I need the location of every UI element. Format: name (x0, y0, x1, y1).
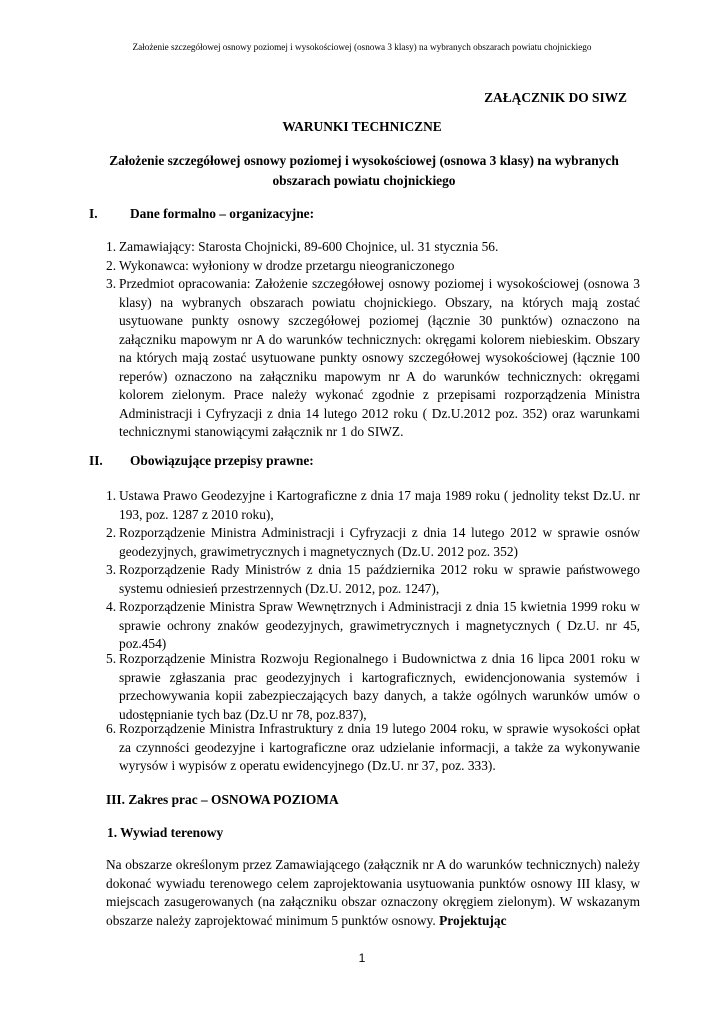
item-number: 1. (106, 239, 117, 254)
section-2-item (106, 720, 640, 776)
item-number: 6. (106, 721, 117, 736)
item-number: 1. (106, 488, 117, 503)
annex-label: ZAŁĄCZNIK DO SIWZ (484, 90, 627, 105)
section-2-title: Obowiązujące przepisy prawne: (130, 453, 314, 468)
item-number: 4. (106, 599, 117, 614)
document-subtitle: Założenie szczegółowej osnowy poziomej i wysokościowej (osnowa 3 klasy) na wybranych obszarach powiatu chojnickiego (109, 153, 619, 188)
section-2-item (106, 561, 640, 598)
item-number: 3. (106, 276, 117, 291)
item-number: 2. (106, 258, 117, 273)
section-1-item (106, 275, 640, 442)
item-text: Rozporządzenie Ministra Infrastruktury z dnia 19 lutego 2004 roku, w sprawie wysokości opłat za czynności geodezyjne i kartograficzne oraz udzielanie informacji, a także za wykonywanie wyrysów i wypisów z operatu ewidencyjnego (Dz.U. nr 37, poz. 333). (119, 721, 640, 773)
item-text: Rozporządzenie Ministra Spraw Wewnętrznych i Administracji z dnia 15 kwietnia 1999 roku w sprawie ochrony znaków geodezyjnych, grawimetrycznych i magnetycznych ( Dz.U. nr 45, poz.454) (119, 599, 640, 651)
subsection-heading: 1. Wywiad terenowy (107, 825, 224, 840)
document-title: WARUNKI TECHNICZNE (282, 119, 442, 134)
section-1-item (106, 257, 640, 276)
page-number: 1 (358, 951, 366, 965)
section-3-heading: III. Zakres prac – OSNOWA POZIOMA (106, 792, 339, 807)
section-2-item (106, 524, 640, 561)
section-1-title: Dane formalno – organizacyjne: (130, 206, 315, 221)
item-number: 3. (106, 562, 117, 577)
item-text: Przedmiot opracowania: Założenie szczegółowej osnowy poziomej i wysokościowej (osnowa 3 klasy) na wybranych obszarach powiatu chojnickiego. Obszary, na których mają zostać usytuowane punkty osnowy szczegółowej poziomej (łącznie 30 punktów) oznaczono na załączniku mapowym nr A do warunków technicznych: okręgami kolorem niebieskim. Obszary na których mają zostać usytuowane punkty osnowy szczegółowej wysokościowej (łącznie 100 reperów) oznaczono na załączniku mapowym nr A do warunków technicznych: okręgami kolorem zielonym. Prace należy wykonać zgodnie z przepisami rozporządzenia Ministra Administracji i Cyfryzacji z dnia 14 lutego 2012 roku ( Dz.U.2012 poz. 352) oraz warunkami technicznymi stanowiącymi załącznik nr 1 do SIWZ. (119, 276, 640, 439)
item-number: 5. (106, 651, 117, 666)
item-text: Rozporządzenie Ministra Rozwoju Regionalnego i Budownictwa z dnia 16 lipca 2001 roku w sprawie zgłaszania prac geodezyjnych i kartograficznych, ewidencjonowania systemów i przechowywania kopii zabezpieczających bazy danych, a także ogólnych warunków umów o udostępnianie tych baz (Dz.U nr 78, poz.837), (119, 651, 640, 722)
section-1-item (106, 238, 640, 257)
item-text: Ustawa Prawo Geodezyjne i Kartograficzne z dnia 17 maja 1989 roku ( jednolity tekst Dz.U. nr 193, poz. 1287 z 2010 roku), (119, 488, 640, 522)
section-1-number: I. (89, 206, 98, 221)
paragraph-bold-end: Projektując (439, 912, 507, 928)
item-text: Rozporządzenie Ministra Administracji i Cyfryzacji z dnia 14 lutego 2012 w sprawie osnów geodezyjnych, grawimetrycznych i magnetycznych (Dz.U. 2012 poz. 352) (119, 525, 640, 559)
section-2-number: II. (89, 453, 103, 468)
section-2-item (106, 487, 640, 524)
body-paragraph (106, 856, 640, 930)
item-text: Rozporządzenie Rady Ministrów z dnia 15 października 2012 roku w sprawie państwowego systemu odniesień przestrzennych (Dz.U. 2012, poz. 1247), (119, 562, 640, 596)
section-2-item (106, 650, 640, 724)
section-2-item (106, 598, 640, 654)
running-header: Założenie szczegółowej osnowy poziomej i wysokościowej (osnowa 3 klasy) na wybranych obszarach powiatu chojnickiego (132, 42, 592, 52)
paragraph-text: Na obszarze określonym przez Zamawiającego (załącznik nr A do warunków technicznych) należy dokonać wywiadu terenowego celem zaprojektowania usytuowania punktów osnowy III klasy, w miejscach zasugerowanych (na załączniku obszar oznaczony okręgiem zielonym). W wskazanym obszarze należy zaprojektować minimum 5 punktów osnowy. (106, 857, 640, 928)
item-text: Zamawiający: Starosta Chojnicki, 89-600 Chojnice, ul. 31 stycznia 56. (119, 239, 499, 254)
item-text: Wykonawca: wyłoniony w drodze przetargu nieograniczonego (119, 258, 455, 273)
item-number: 2. (106, 525, 117, 540)
